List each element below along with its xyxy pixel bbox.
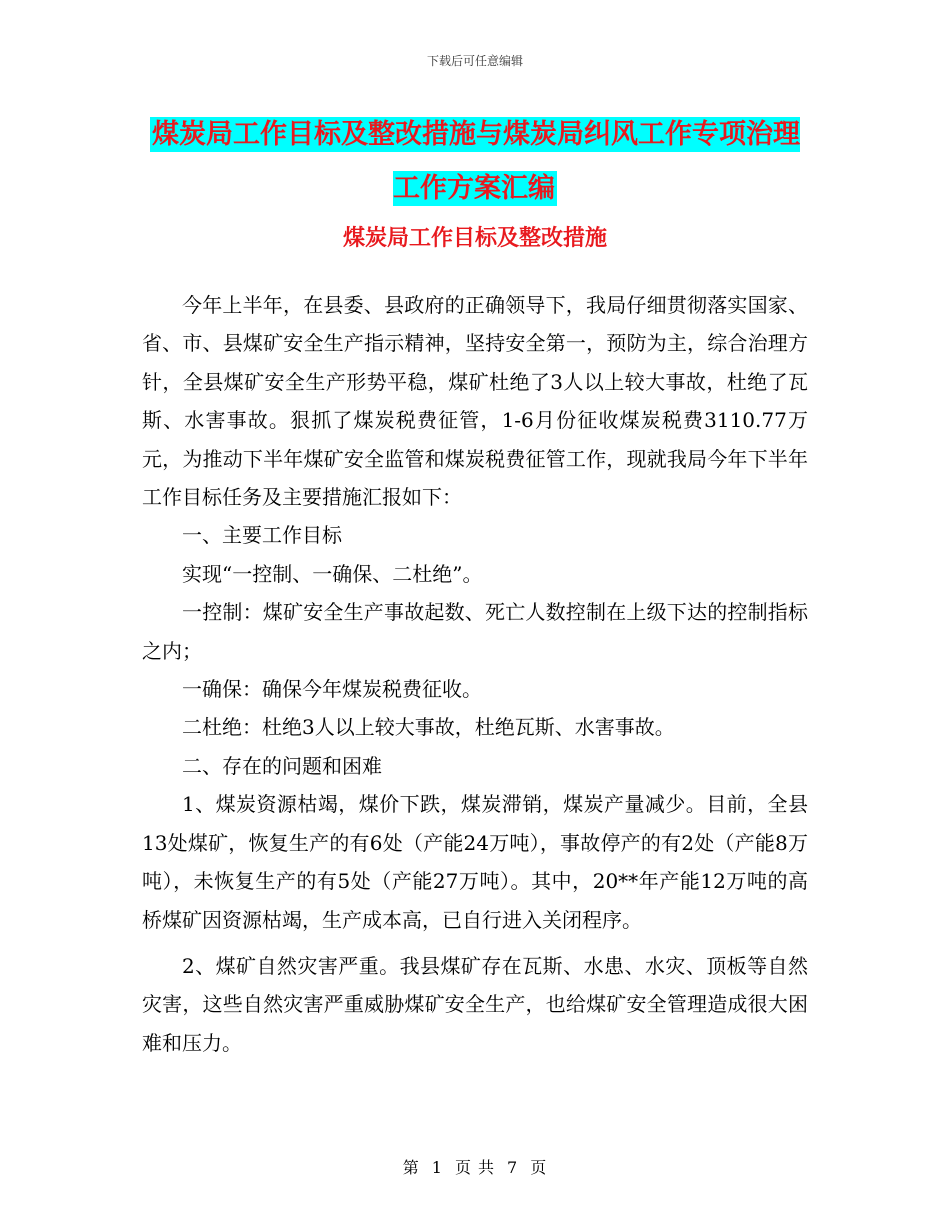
- paragraph: 实现“一控制、一确保、二杜绝”。: [182, 561, 483, 586]
- paragraph: 一确保：确保今年煤炭税费征收。: [182, 677, 482, 702]
- footer-middle: 页 共: [454, 1158, 496, 1177]
- section-title: 煤炭局工作目标及整改措施: [342, 225, 607, 251]
- page-header: 下载后可任意编辑: [426, 54, 523, 68]
- paragraph: 二杜绝：杜绝3人以上较大事故，杜绝瓦斯、水害事故。: [182, 715, 675, 740]
- paragraph: 二、存在的问题和困难: [182, 753, 382, 778]
- document-title-text: 煤炭局工作目标及整改措施与煤炭局纠风工作专项治理工作方案汇编: [152, 119, 800, 204]
- document-body: [142, 286, 808, 1062]
- page-total: 7: [507, 1158, 519, 1177]
- page-footer: [0, 1155, 950, 1178]
- paragraph: 1、煤炭资源枯竭，煤价下跌，煤炭滞销，煤炭产量减少。目前，全县13处煤矿，恢复生产的有6处（产能24万吨），事故停产的有2处（产能8万吨），未恢复生产的有5处（产能27万吨）。其中，20**年产能12万吨的高桥煤矿因资源枯竭，生产成本高，已自行进入关闭程序。: [142, 792, 808, 932]
- footer-suffix: 页: [530, 1158, 548, 1177]
- paragraph: 2、煤矿自然灾害严重。我县煤矿存在瓦斯、水患、水灾、顶板等自然灾害，这些自然灾害严重威胁煤矿安全生产，也给煤矿安全管理造成很大困难和压力。: [142, 953, 808, 1055]
- paragraph: 一、主要工作目标: [182, 523, 342, 548]
- paragraph: 今年上半年，在县委、县政府的正确领导下，我局仔细贯彻落实国家、省、市、县煤矿安全生产指示精神，坚持安全第一，预防为主，综合治理方针，全县煤矿安全生产形势平稳，煤矿杜绝了3人以上较大事故，杜绝了瓦斯、水害事故。狠抓了煤炭税费征管，1-6月份征收煤炭税费3110.77万元，为推动下半年煤矿安全监管和煤炭税费征管工作，现就我局今年下半年工作目标任务及主要措施汇报如下：: [142, 293, 808, 510]
- page-number: 1: [431, 1158, 443, 1177]
- footer-prefix: 第: [402, 1158, 420, 1177]
- document-title: [140, 108, 810, 216]
- paragraph: 一控制：煤矿安全生产事故起数、死亡人数控制在上级下达的控制指标之内；: [142, 600, 808, 663]
